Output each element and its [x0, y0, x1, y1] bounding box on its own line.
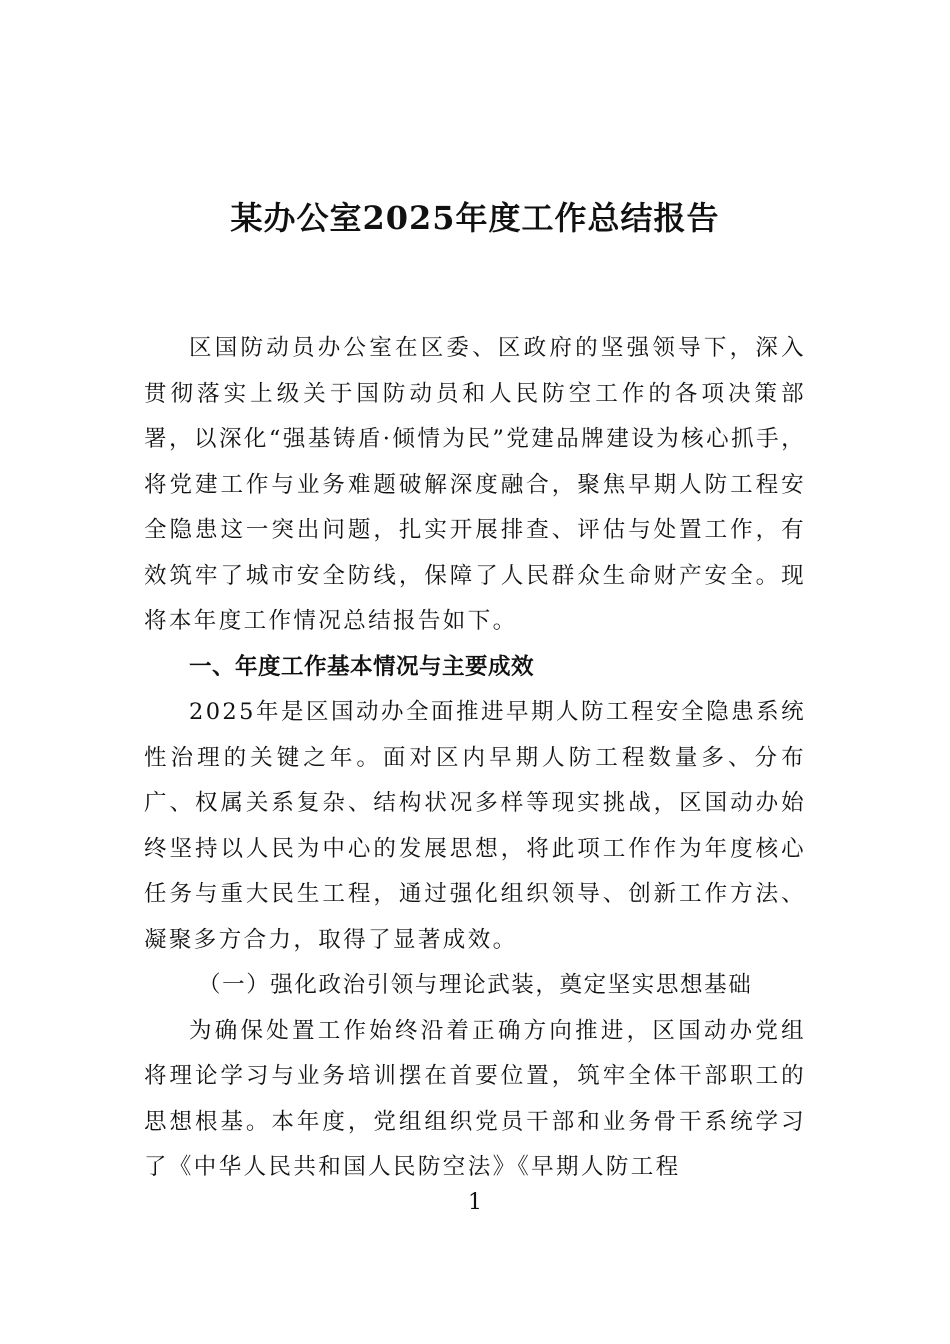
section-paragraph: 2025年是区国动办全面推进早期人防工程安全隐患系统性治理的关键之年。面对区内早期人防工程数量多、分布广、权属关系复杂、结构状况多样等现实挑战，区国动办始终坚持以人民为中心的发展思想，将此项工作作为年度核心任务与重大民生工程，通过强化组织领导、创新工作方法、凝聚多方合力，取得了显著成效。 — [144, 699, 806, 953]
document-title: 某办公室2025年度工作总结报告 — [230, 199, 720, 237]
subsection-heading: （一）强化政治引领与理论武装，奠定坚实思想基础 — [198, 972, 753, 998]
document-body — [144, 326, 806, 1191]
intro-paragraph: 区国防动员办公室在区委、区政府的坚强领导下，深入贯彻落实上级关于国防动员和人民防空工作的各项决策部署，以深化“强基铸盾·倾情为民”党建品牌建设为核心抓手，将党建工作与业务难题破解深度融合，聚焦早期人防工程安全隐患这一突出问题，扎实开展排查、评估与处置工作，有效筑牢了城市安全防线，保障了人民群众生命财产安全。现将本年度工作情况总结报告如下。 — [144, 335, 806, 634]
subsection-paragraph: 为确保处置工作始终沿着正确方向推进，区国动办党组将理论学习与业务培训摆在首要位置，筑牢全体干部职工的思想根基。本年度，党组组织党员干部和业务骨干系统学习了《中华人民共和国人民防空法》《早期人防工程 — [144, 1017, 806, 1180]
section-heading: 一、年度工作基本情况与主要成效 — [189, 653, 535, 680]
page-number: 1 — [468, 1190, 482, 1215]
